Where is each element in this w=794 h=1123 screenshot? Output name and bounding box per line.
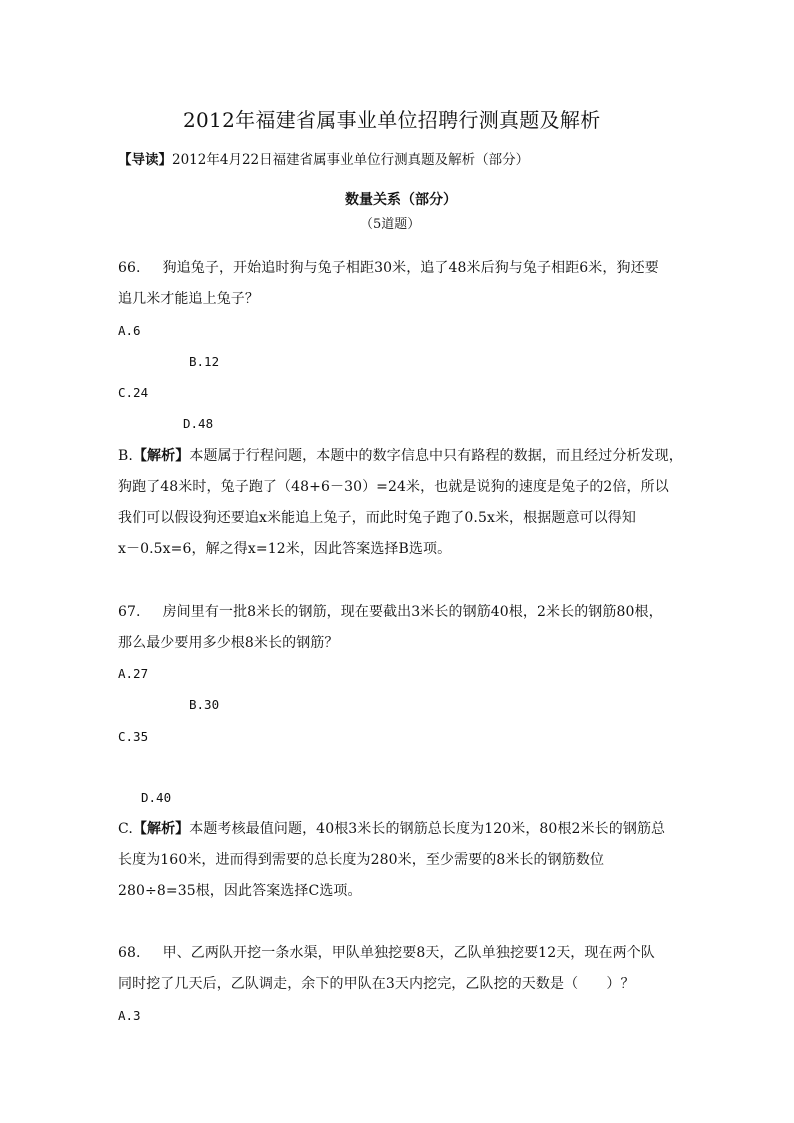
q67-stem-line2: 那么最少要用多少根8米长的钢筋？ — [118, 635, 339, 651]
q66-stem-text: 狗追兔子，开始追时狗与兔子相距30米，追了48米后狗与兔子相距6米，狗还要 — [162, 260, 659, 276]
q67-analysis-label: 【解析】 — [132, 821, 190, 837]
intro-text: 2012年4月22日福建省属事业单位行测真题及解析（部分） — [172, 152, 530, 168]
section-title: 数量关系（部分） — [345, 192, 457, 208]
q66-analysis-text: 本题属于行程问题，本题中的数字信息中只有路程的数据，而且经过分析发现， — [189, 448, 683, 464]
q67-stem-text: 房间里有一批8米长的钢筋，现在要截出3米长的钢筋40根，2米长的钢筋80根， — [162, 604, 663, 620]
q68-option-a: A.3 — [118, 1008, 141, 1023]
q68-stem-line1 — [118, 942, 655, 962]
q66-option-c: C.24 — [118, 385, 149, 400]
document-title: 2012年福建省属事业单位招聘行测真题及解析 — [183, 108, 601, 132]
q66-analysis-line3: 我们可以假设狗还要追x米能追上兔子，而此时兔子跑了0.5x米，根据题意可以得知 — [118, 510, 636, 526]
q67-number: 67. — [118, 604, 141, 620]
q66-answer: B. — [118, 448, 133, 464]
q67-option-c: C.35 — [118, 729, 149, 744]
q68-stem-line2: 同时挖了几天后，乙队调走，余下的甲队在3天内挖完，乙队挖的天数是（ ）？ — [118, 976, 635, 992]
q67-analysis-line3: 280÷8=35根，因此答案选择C选项。 — [118, 883, 362, 899]
q67-answer: C. — [118, 821, 133, 837]
section-subtitle: （5道题） — [360, 217, 421, 232]
q67-option-b: B.30 — [189, 697, 220, 712]
q66-option-b: B.12 — [189, 354, 220, 369]
intro-line — [118, 148, 529, 168]
intro-label: 【导读】 — [118, 152, 172, 168]
q68-number: 68. — [118, 945, 141, 961]
q66-analysis-line4: x－0.5x=6，解之得x=12米，因此答案选择B选项。 — [118, 541, 452, 557]
q66-option-d: D.48 — [183, 416, 214, 431]
q67-option-d: D.40 — [141, 790, 172, 805]
q67-analysis-line1 — [118, 818, 665, 838]
q66-stem-line1 — [118, 257, 659, 277]
q67-stem-line1 — [118, 601, 663, 621]
q67-option-a: A.27 — [118, 666, 149, 681]
q68-stem-text: 甲、乙两队开挖一条水渠，甲队单独挖要8天，乙队单独挖要12天，现在两个队 — [162, 945, 655, 961]
q67-analysis-text: 本题考核最值问题，40根3米长的钢筋总长度为120米，80根2米长的钢筋总 — [189, 821, 666, 837]
q66-number: 66. — [118, 260, 141, 276]
q66-analysis-line1 — [118, 445, 683, 465]
q66-analysis-label: 【解析】 — [132, 448, 190, 464]
q66-stem-line2: 追几米才能追上兔子？ — [118, 291, 259, 307]
q66-option-a: A.6 — [118, 323, 141, 338]
q67-analysis-line2: 长度为160米，进而得到需要的总长度为280米，至少需要的8米长的钢筋数位 — [118, 852, 605, 868]
q66-analysis-line2: 狗跑了48米时，兔子跑了（48+6－30）=24米，也就是说狗的速度是兔子的2倍，所以 — [118, 479, 669, 495]
